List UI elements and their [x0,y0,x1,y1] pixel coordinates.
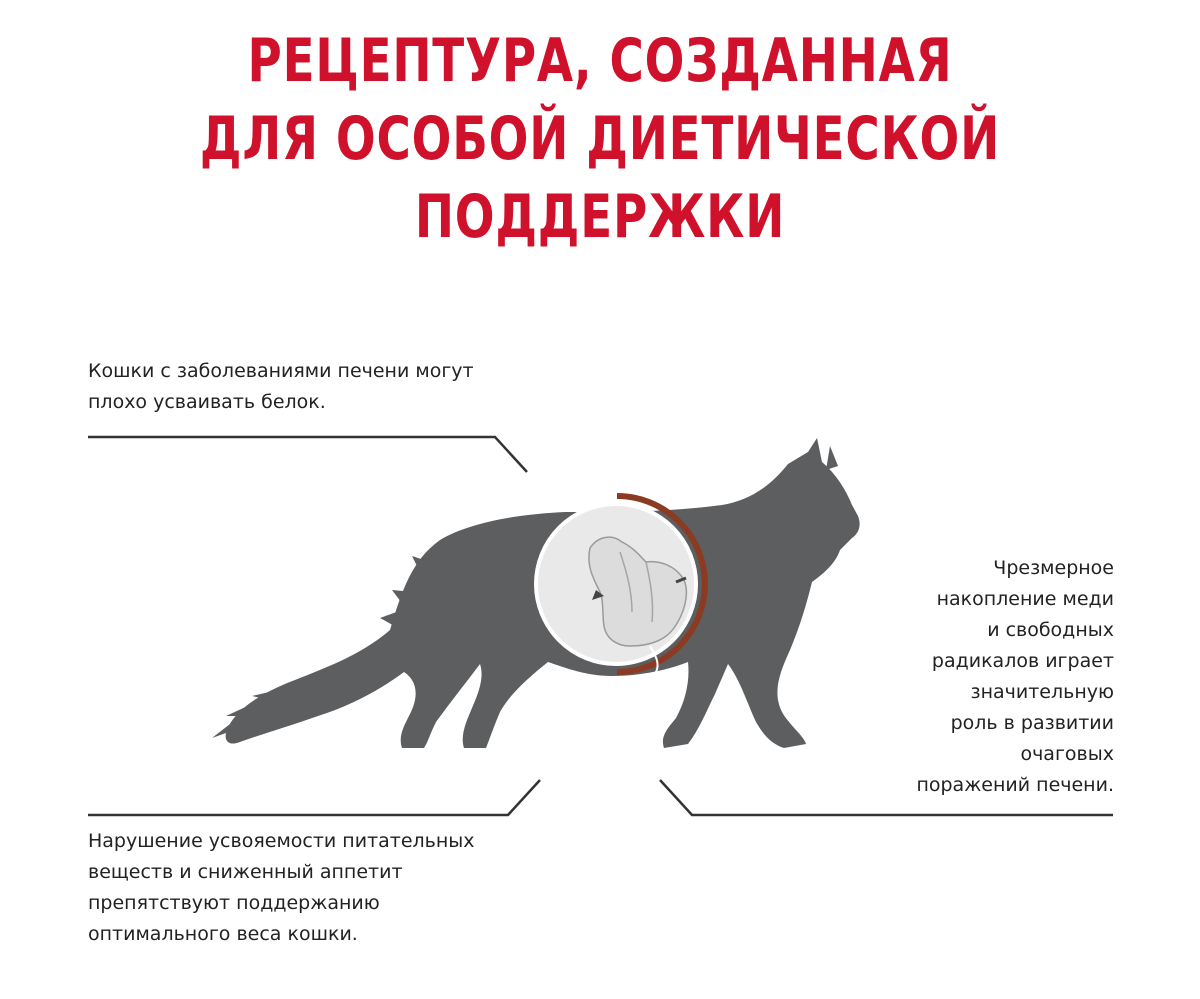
caption-weight-line-2: веществ и сниженный аппетит [88,861,403,883]
caption-weight-line-1: Нарушение усвояемости питательных [88,830,475,852]
headline-line-2: ДЛЯ ОСОБОЙ ДИЕТИЧЕСКОЙ [199,104,1001,174]
caption-weight-line-4: оптимального веса кошки. [88,923,358,945]
callout-line-bottom-left [88,780,540,815]
caption-copper-line-5: значительную [970,681,1114,703]
caption-protein [88,356,474,418]
caption-copper-line-8: поражений печени. [916,774,1114,796]
callout-line-top-left [88,437,527,472]
headline-line-3: ПОДДЕРЖКИ [414,182,786,252]
caption-copper-line-3: и свободных [987,619,1114,641]
headline-line-1: РЕЦЕПТУРА, СОЗДАННАЯ [247,26,953,96]
caption-copper [820,553,1114,801]
caption-protein-line-2: плохо усваивать белок. [88,391,326,413]
caption-weight-line-3: препятствуют поддержанию [88,892,380,914]
caption-copper-line-2: накопление меди [936,588,1114,610]
caption-copper-line-6: роль в развитии [950,712,1114,734]
caption-copper-line-7: очаговых [1020,743,1114,765]
caption-copper-line-1: Чрезмерное [993,557,1114,579]
caption-copper-line-4: радикалов играет [931,650,1114,672]
caption-weight [88,826,475,950]
caption-protein-line-1: Кошки с заболеваниями печени могут [88,360,474,382]
